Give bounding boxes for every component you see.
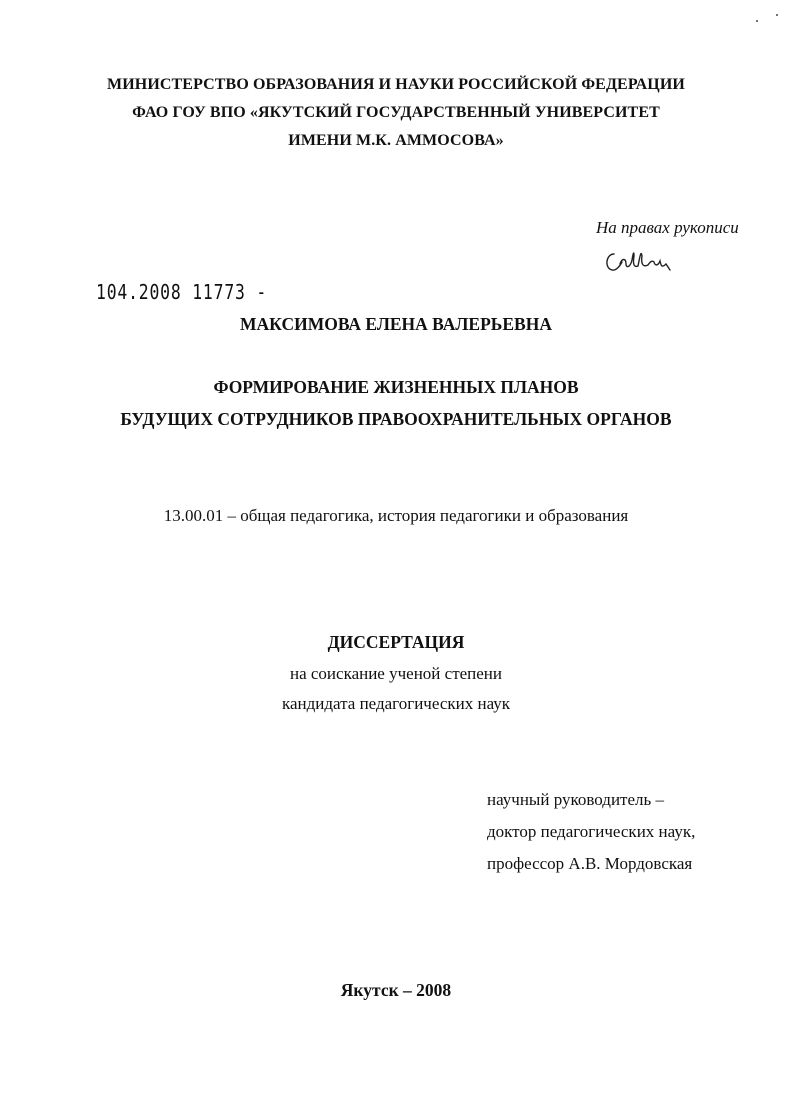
supervisor-degree: доктор педагогических наук, bbox=[487, 822, 696, 841]
handwritten-signature bbox=[600, 244, 680, 280]
specialty-code: 13.00.01 – общая педагогика, история педагогики и образования bbox=[163, 506, 629, 525]
rights-note: На правах рукописи bbox=[596, 218, 739, 237]
degree-line2: кандидата педагогических наук bbox=[281, 694, 511, 713]
university-line: ФАО ГОУ ВПО «ЯКУТСКИЙ ГОСУДАРСТВЕННЫЙ УНИВЕРСИТЕТ bbox=[132, 104, 660, 121]
work-type-heading: ДИССЕРТАЦИЯ bbox=[327, 632, 465, 652]
supervisor-label: научный руководитель – bbox=[487, 790, 664, 809]
scan-speck bbox=[756, 20, 758, 22]
ministry-line: МИНИСТЕРСТВО ОБРАЗОВАНИЯ И НАУКИ РОССИЙСКОЙ ФЕДЕРАЦИИ bbox=[107, 76, 685, 93]
university-name-line: ИМЕНИ М.К. АММОСОВА» bbox=[288, 132, 504, 149]
supervisor-name: профессор А.В. Мордовская bbox=[487, 854, 693, 873]
place-year: Якутск – 2008 bbox=[340, 980, 452, 1000]
registration-stamp: 104.2008 11773 - bbox=[96, 280, 268, 304]
dissertation-title-line1: ФОРМИРОВАНИЕ ЖИЗНЕННЫХ ПЛАНОВ bbox=[213, 377, 579, 397]
author-name: МАКСИМОВА ЕЛЕНА ВАЛЕРЬЕВНА bbox=[240, 314, 552, 334]
scan-speck bbox=[776, 14, 778, 16]
degree-line1: на соискание ученой степени bbox=[289, 664, 503, 683]
dissertation-title-line2: БУДУЩИХ СОТРУДНИКОВ ПРАВООХРАНИТЕЛЬНЫХ ОРГАНОВ bbox=[120, 409, 672, 429]
